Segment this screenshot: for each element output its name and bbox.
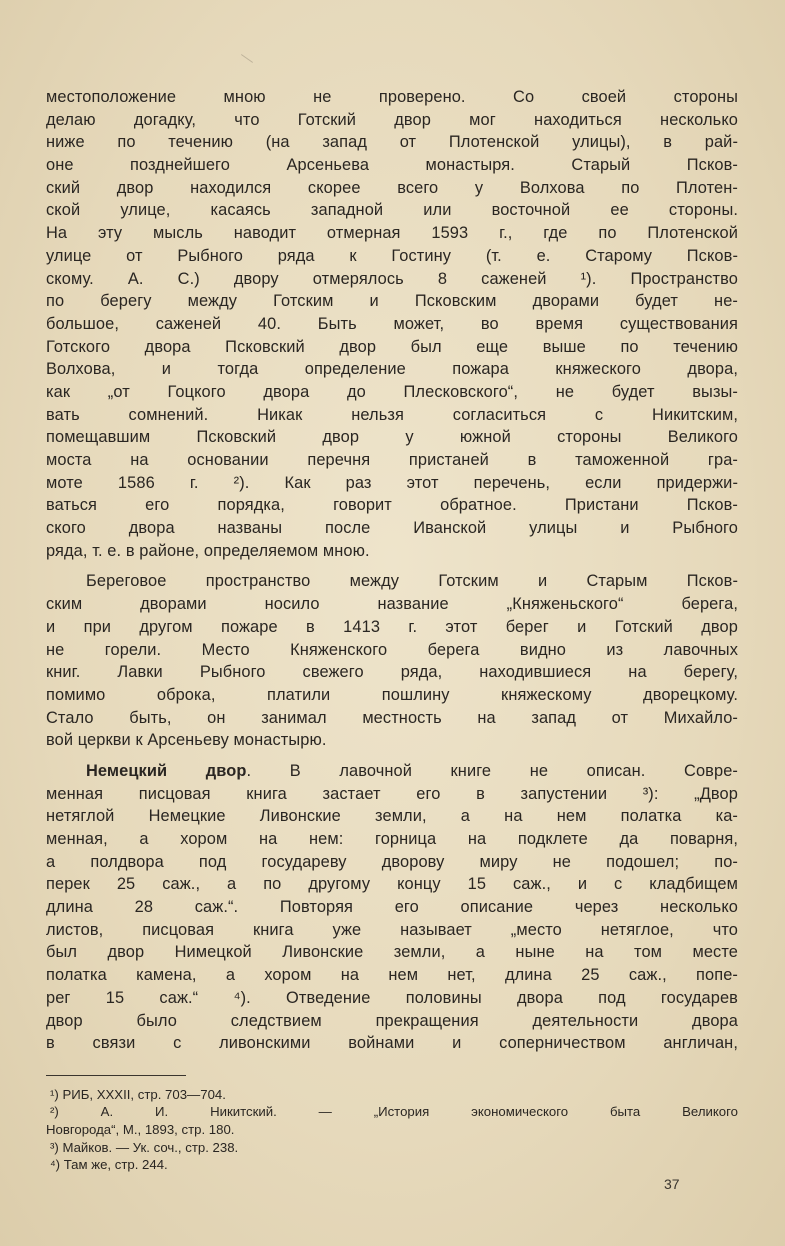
section-heading: Немецкий двор (86, 761, 247, 780)
text-line-rest: . В лавочной книге не описан. Совре- (246, 761, 738, 780)
text-line: моте 1586 г. ²). Как раз этот перечень, если придержи- (46, 473, 738, 492)
text-line: менная, а хором на нем: горница на подклете да поварня, (46, 830, 738, 848)
text-line: ниже по течению (на запад от Плотенской улицы), в рай- (46, 133, 738, 152)
text-line: На эту мысль наводит отмерная 1593 г., где по Плотенской (46, 224, 738, 243)
page-body (46, 86, 738, 1174)
footnotes (46, 1086, 738, 1174)
paragraph-2 (46, 570, 738, 752)
text-line: вать сомнений. Никак нельзя согласиться с Никитским, (46, 405, 738, 424)
text-line: помимо оброка, платили пошлину княжескому дворецкому. (46, 685, 738, 704)
text-line: вой церкви к Арсеньеву монастырю. (46, 731, 327, 750)
text-line: перек 25 саж., а по другому концу 15 саж., и с кладбищем (46, 875, 738, 894)
text-line: не горели. Место Княженского берега видно из лавочных (46, 640, 738, 659)
paragraph-3 (46, 760, 738, 1055)
text-line: ским дворами носило название „Княженьского“ берега, (46, 595, 738, 614)
text-line: полатка камена, а хором на нем нет, длина 25 саж., попе- (46, 966, 738, 985)
text-line: ский двор находился скорее всего у Волхова по Плотен- (46, 178, 738, 197)
text-line: Волхова, и тогда определение пожара княжеского двора, (46, 360, 738, 379)
text-line: ской улице, касаясь западной или восточной ее стороны. (46, 201, 738, 220)
footnote: ⁴) Там же, стр. 244. (50, 1157, 168, 1173)
text-line: рег 15 саж.“ ⁴). Отведение половины двора под государев (46, 988, 738, 1007)
text-line: а полдвора под государеву дворову миру не подошел; по- (46, 852, 738, 871)
text-line: помещавшим Псковский двор у южной стороны Великого (46, 428, 738, 447)
footnote-divider (46, 1075, 186, 1076)
text-line (46, 760, 738, 783)
text-line: и при другом пожаре в 1413 г. этот берег и Готский двор (46, 617, 738, 636)
text-line: в связи с ливонскими войнами и соперничеством англичан, (46, 1034, 738, 1053)
text-line: скому. А. С.) двору отмерялось 8 саженей ¹). Пространство (46, 269, 738, 288)
text-line: двор было следствием прекращения деятельности двора (46, 1011, 738, 1030)
margin-mark (241, 54, 253, 63)
text-line: оне позднейшего Арсеньева монастыря. Старый Псков- (46, 156, 738, 175)
text-line: был двор Нимецкой Ливонские земли, а ныне на том месте (46, 943, 738, 962)
footnote-continued: Новгорода“, М., 1893, стр. 180. (46, 1122, 235, 1138)
text-line: нетяглой Немецкие Ливонские земли, а на нем полатка ка- (46, 807, 738, 826)
text-line: Береговое пространство между Готским и Старым Псков- (86, 572, 738, 591)
text-line: длина 28 саж.“. Повторяя его описание через несколько (46, 898, 738, 917)
paragraph-1 (46, 86, 738, 562)
text-line: местоположение мною не проверено. Со своей стороны (46, 88, 738, 106)
text-line: книг. Лавки Рыбного свежего ряда, находившиеся на берегу, (46, 663, 738, 682)
text-line: улице от Рыбного ряда к Гостину (т. е. Старому Псков- (46, 246, 738, 265)
text-line: Стало быть, он занимал местность на запад от Михайло- (46, 708, 738, 727)
text-line: по берегу между Готским и Псковским дворами будет не- (46, 292, 738, 311)
text-line: листов, писцовая книга уже называет „место нетяглое, что (46, 920, 738, 939)
text-line: моста на основании перечня пристаней в таможенной гра- (46, 451, 738, 469)
text-line: ского двора названы после Иванской улицы и Рыбного (46, 519, 738, 538)
footnote: ¹) РИБ, XXXII, стр. 703—704. (50, 1086, 226, 1102)
footnote: ³) Майков. — Ук. соч., стр. 238. (50, 1139, 239, 1155)
text-line: большое, саженей 40. Быть может, во время существования (46, 314, 738, 333)
text-line: Готского двора Псковский двор был еще выше по течению (46, 337, 738, 356)
text-line: ваться его порядка, говорит обратное. Пристани Псков- (46, 496, 738, 515)
page-number: 37 (664, 1176, 680, 1192)
text-line: делаю догадку, что Готский двор мог находиться несколько (46, 110, 738, 129)
text-line: как „от Гоцкого двора до Плесковского“, не будет вызы- (46, 382, 738, 401)
text-line: ряда, т. е. в районе, определяемом мною. (46, 541, 370, 560)
text-line: менная писцовая книга застает его в запустении ³): „Двор (46, 784, 738, 803)
footnote: ²) А. И. Никитский. — „История экономического быта Великого (50, 1104, 738, 1120)
